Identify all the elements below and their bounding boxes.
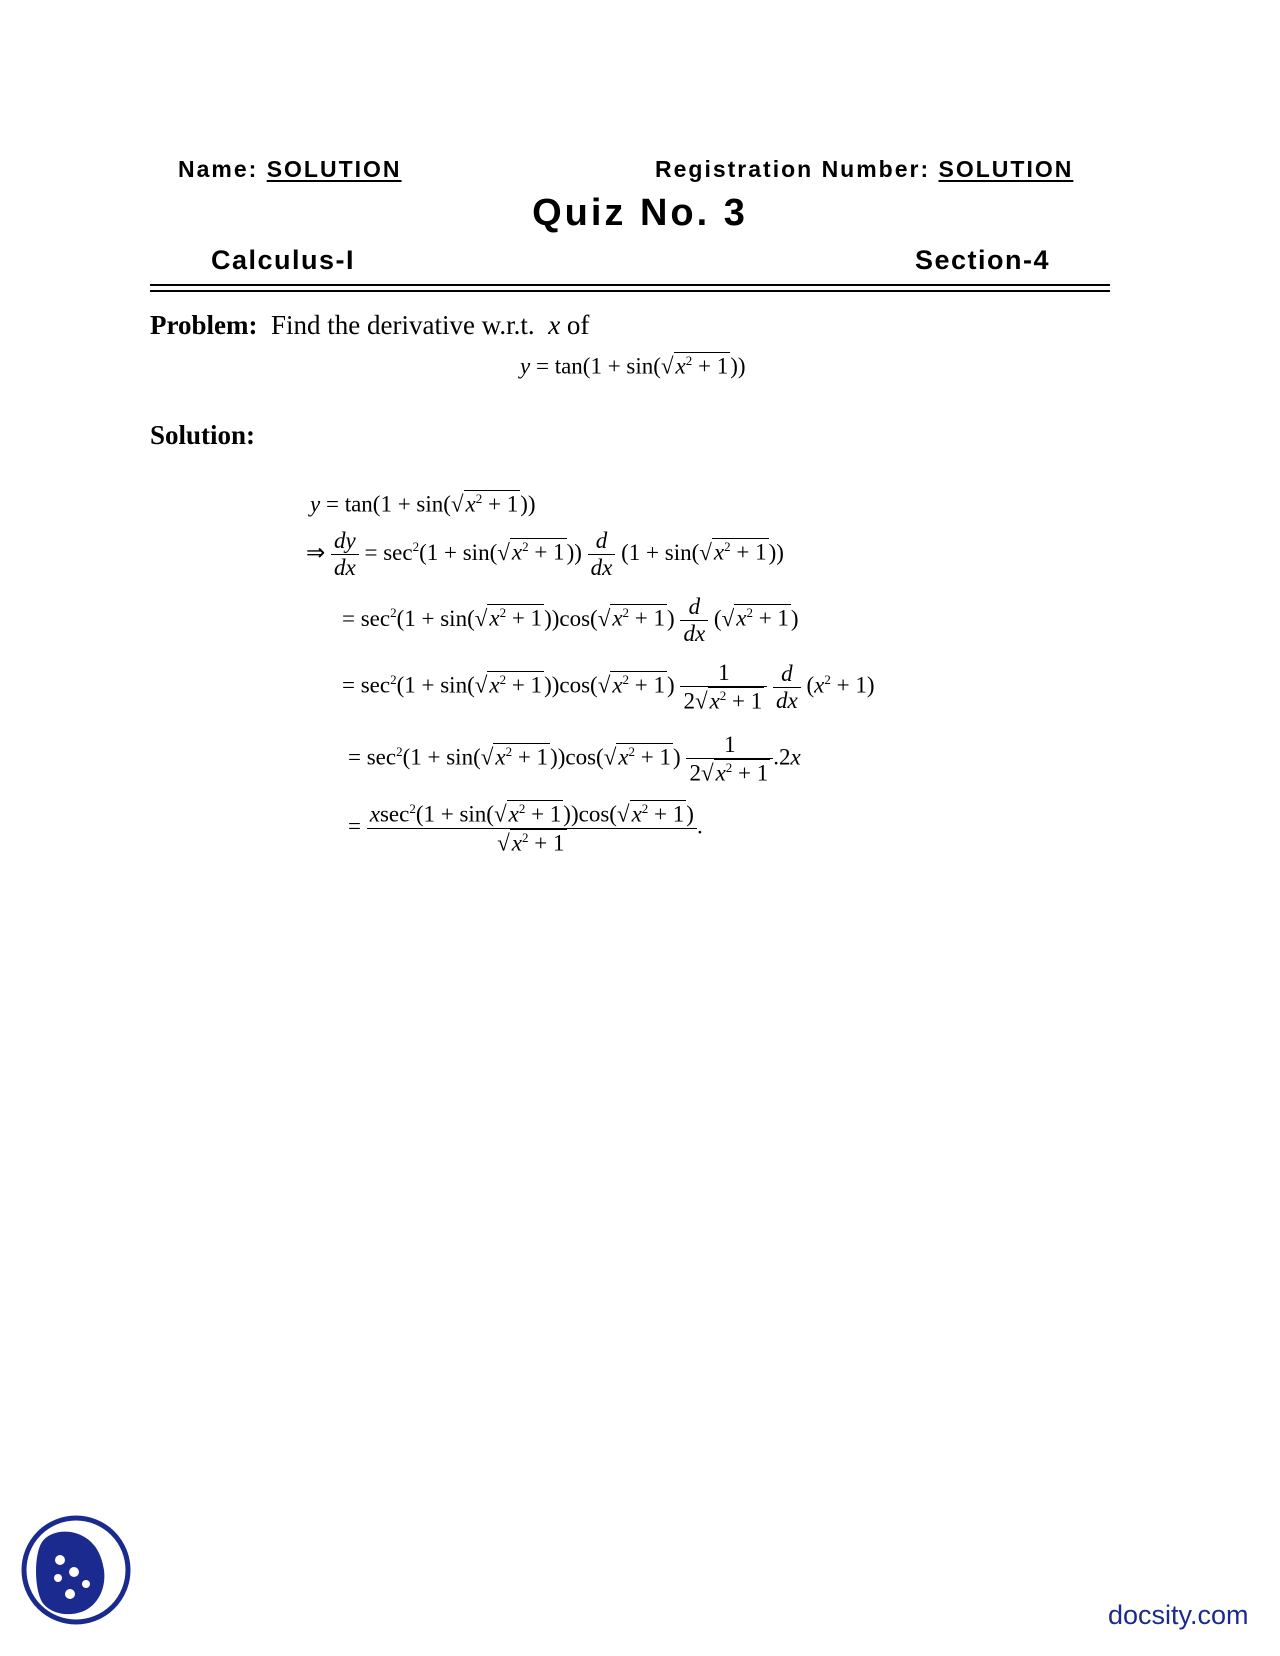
problem-label: Problem: bbox=[150, 310, 258, 340]
problem-text: Find the derivative w.r.t. bbox=[270, 310, 535, 340]
problem-variable: x bbox=[548, 310, 561, 340]
registration-field bbox=[655, 156, 1073, 183]
docsity-logo-icon bbox=[20, 1514, 132, 1626]
problem-equation: $y = \tan(1 + \sin(√x^2 + 1))$ bbox=[520, 353, 746, 379]
docsity-brand-text[interactable]: docsity.com bbox=[1108, 1600, 1249, 1630]
name-field bbox=[178, 156, 402, 183]
solution-step-6: = $\frac{xsec^2(1 + \sin(√x^2 + 1))\cos(√x^2 + 1)}{√x^2 + 1}$ . bbox=[348, 801, 703, 856]
solution-step-2: ⇒ $\frac{dy}{dx}$ = $\sec^2(1 + \sin(√x^2 + 1))$ $\frac{d}{dx}$ $(1 + \sin(√x^2 + 1))$ bbox=[306, 528, 784, 580]
registration-label: Registration Number: bbox=[655, 156, 931, 182]
solution-step-4: = $\sec^2(1 + \sin(√x^2 + 1))\cos(√x^2 + 1)$ $\frac{1}{2√x^2 + 1}$ $\frac{d}{dx}$ $(x^2 + 1)$ bbox=[342, 660, 875, 714]
solution-step-1: $y = \tan(1 + \sin(√x^2 + 1))$ bbox=[310, 491, 536, 517]
section-name: Section-4 bbox=[915, 245, 1051, 275]
divider-line bbox=[150, 284, 1110, 286]
problem-suffix: of bbox=[566, 310, 590, 340]
divider-line bbox=[150, 290, 1110, 292]
solution-step-5: = $\sec^2(1 + \sin(√x^2 + 1))\cos(√x^2 + 1)$ $\frac{1}{2√x^2 + 1}$ .2x bbox=[348, 732, 801, 786]
problem-statement bbox=[150, 310, 589, 341]
solution-label: Solution: bbox=[150, 420, 256, 450]
name-label: Name: bbox=[178, 156, 259, 182]
solution-step-3: = $\sec^2(1 + \sin(√x^2 + 1))\cos(√x^2 + 1)$ $\frac{d}{dx}$ $(√x^2 + 1)$ bbox=[342, 594, 799, 646]
name-value: SOLUTION bbox=[266, 156, 402, 182]
registration-value: SOLUTION bbox=[938, 156, 1074, 182]
quiz-title: Quiz No. 3 bbox=[532, 192, 748, 234]
course-name: Calculus-I bbox=[211, 245, 356, 275]
